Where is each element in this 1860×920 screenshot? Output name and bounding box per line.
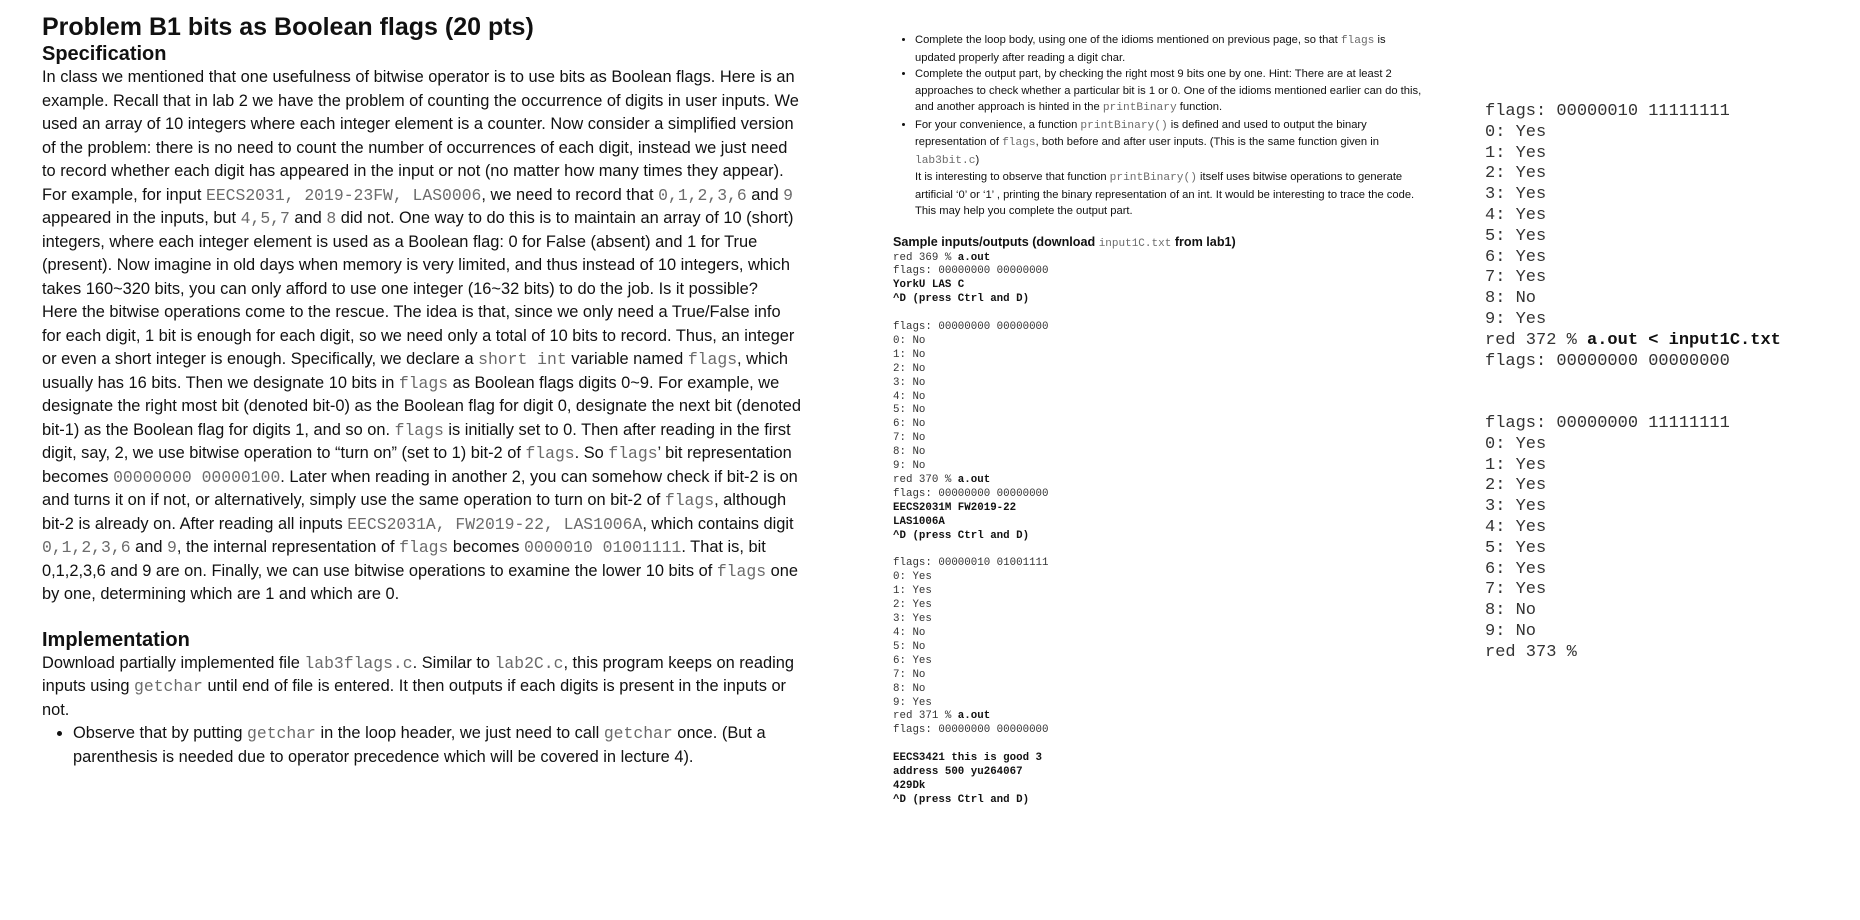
code-span: flags bbox=[664, 491, 715, 510]
terminal-line: 4: No bbox=[893, 626, 926, 639]
terminal-line: EECS3421 this is good 3 bbox=[893, 752, 1043, 765]
sample-output-continued-column bbox=[1485, 102, 1855, 664]
terminal-line: 1: Yes bbox=[893, 585, 932, 598]
instruction-bullet-printbinary bbox=[915, 117, 1428, 220]
code-span: lab2C.c bbox=[494, 653, 564, 673]
text-span: , this program keeps on reading inputs using bbox=[42, 653, 794, 695]
text-span: is updated properly after reading a digit char. bbox=[915, 34, 1386, 64]
code-span: 0000010 01001111 bbox=[523, 538, 682, 557]
terminal-line: 3: Yes bbox=[1485, 497, 1547, 517]
text-span: is defined and used to output the binary representation of bbox=[915, 118, 1367, 148]
terminal-line: 429Dk bbox=[893, 779, 926, 792]
terminal-line: address 500 yu264067 bbox=[893, 766, 1023, 779]
specification-paragraph-2 bbox=[42, 301, 802, 607]
terminal-line: 9: Yes bbox=[1485, 309, 1547, 329]
sample-terminal-output-continued bbox=[1485, 102, 1855, 664]
terminal-line: 4: Yes bbox=[1485, 517, 1547, 537]
terminal-line: 0: Yes bbox=[1485, 122, 1547, 142]
terminal-line: 4: Yes bbox=[1485, 205, 1547, 225]
code-span: flags bbox=[398, 373, 449, 393]
terminal-line: 6: No bbox=[893, 418, 926, 431]
text-span: In class we mentioned that one usefulness of bitwise operator is to use bits as Boolean flags. Here is an example. Recall that in lab 2 we have the problem of counting the occurrence of digits in user inputs. We used an array of 10 integers where each integer element is a counter. Now consider a simplified version of the problem: there is no need to count the number of occurrences of each digit, instead we just need to record whether each digit has appeared in the input or not (no matter how many times they appear). For example, for input bbox=[42, 68, 799, 204]
code-span: 9 bbox=[783, 185, 794, 205]
specification-paragraph-1 bbox=[42, 66, 802, 301]
text-span: , although bit-2 is already on. After reading all inputs bbox=[42, 491, 787, 533]
terminal-line: 3: Yes bbox=[1485, 185, 1547, 205]
instruction-bullet-list bbox=[893, 32, 1428, 220]
terminal-line: 2: No bbox=[893, 362, 926, 375]
text-span: function. bbox=[1176, 101, 1223, 113]
terminal-line: 1: Yes bbox=[1485, 455, 1547, 475]
text-span: once. (But a parenthesis is needed due to operator precedence which will be covered in lecture 4). bbox=[73, 724, 766, 766]
text-span: Here the bitwise operations come to the rescue. The idea is that, since we only need a True/False info for each digit, 1 bit is enough for each digit, so we need only a total of 10 bits to record. Thus, an integer or even a short integer is enough. Specifically, we declare a bbox=[42, 303, 795, 368]
terminal-line: 7: No bbox=[893, 668, 926, 681]
code-span: flags bbox=[687, 350, 738, 369]
terminal-line bbox=[893, 738, 1428, 752]
terminal-line: red 371 % a.out bbox=[893, 710, 991, 723]
text-span: appeared in the inputs, but bbox=[42, 209, 241, 227]
instructions-and-sample-column bbox=[893, 32, 1428, 808]
terminal-line: 6: Yes bbox=[893, 654, 932, 667]
code-span: printBinary() bbox=[1109, 172, 1197, 184]
code-span: flags bbox=[399, 538, 449, 557]
terminal-line: flags: 00000000 11111111 bbox=[1485, 413, 1730, 433]
code-span: printBinary bbox=[1102, 102, 1177, 114]
text-span: Complete the loop body, using one of the idioms mentioned on previous page, so that bbox=[915, 34, 1341, 46]
code-span: lab3bit.c bbox=[915, 154, 976, 167]
code-span: 8 bbox=[326, 209, 337, 228]
terminal-line: 5: Yes bbox=[1485, 538, 1547, 558]
terminal-line: 7: Yes bbox=[1485, 268, 1547, 288]
printbinary-note bbox=[915, 169, 1428, 220]
terminal-line: flags: 00000010 11111111 bbox=[1485, 102, 1730, 121]
terminal-line: ^D (press Ctrl and D) bbox=[893, 793, 1030, 806]
instruction-bullet-loop-body bbox=[915, 32, 1428, 66]
terminal-line: 7: No bbox=[893, 432, 926, 445]
text-span: . So bbox=[574, 444, 609, 462]
terminal-line bbox=[1485, 393, 1855, 414]
text-span: and bbox=[289, 209, 327, 227]
code-span: flags bbox=[716, 561, 767, 581]
text-span: ) bbox=[975, 153, 980, 166]
text-span: It is interesting to observe that function bbox=[915, 171, 1110, 183]
terminal-line: red 373 % bbox=[1485, 642, 1577, 662]
terminal-line: red 370 % a.out bbox=[893, 474, 991, 486]
terminal-line: 5: No bbox=[893, 640, 926, 653]
terminal-line: 2: Yes bbox=[1485, 476, 1547, 496]
code-span: 00000000 00000100 bbox=[113, 467, 281, 487]
code-span: getchar bbox=[603, 724, 673, 743]
specification-heading: Specification bbox=[42, 43, 167, 65]
terminal-line: 3: No bbox=[893, 376, 926, 389]
code-span: flags bbox=[1340, 35, 1375, 47]
code-span: EECS2031A, FW2019-22, LAS1006A bbox=[347, 514, 643, 534]
text-span: ’ bit representation becomes bbox=[42, 444, 792, 486]
terminal-line: flags: 00000000 00000000 bbox=[893, 321, 1049, 334]
terminal-line: red 372 % a.out < input1C.txt bbox=[1485, 330, 1781, 350]
code-span: 4,5,7 bbox=[240, 209, 290, 228]
text-span: Observe that by putting bbox=[73, 724, 248, 742]
text-span: until end of file is entered. It then outputs if each digits is present in the inputs or not. bbox=[42, 677, 787, 719]
instruction-bullet-output-part bbox=[915, 66, 1428, 117]
implementation-paragraph bbox=[42, 652, 802, 723]
terminal-line: 1: No bbox=[893, 348, 926, 361]
terminal-line: 7: Yes bbox=[1485, 580, 1547, 600]
terminal-line: 2: Yes bbox=[1485, 164, 1547, 184]
text-span: did not. One way to do this is to maintain an array of 10 (short) integers, where each integer element is used as a Boolean flag: 0 for False (absent) and 1 for True (present). Now imagine in old days when memory is very limited, and thus instead of 10 integers, which takes 160~320 bits, you can only afford to use one integer (16~32 bits) to do the job. Is it possible? bbox=[42, 209, 794, 298]
terminal-line: 2: Yes bbox=[893, 599, 932, 612]
terminal-line: 8: No bbox=[893, 446, 926, 459]
text-span: . That is, bit 0,1,2,3,6 and 9 are on. Finally, we can use bitwise operations to examine the lower 10 bits of bbox=[42, 538, 766, 580]
terminal-line: flags: 00000000 00000000 bbox=[1485, 351, 1730, 371]
terminal-line bbox=[1485, 372, 1855, 393]
text-span: one by one, determining which are 1 and which are 0. bbox=[42, 561, 798, 603]
text-span: and bbox=[130, 538, 167, 556]
text-span: Download partially implemented file bbox=[42, 653, 305, 672]
terminal-line: 9: Yes bbox=[893, 696, 932, 709]
terminal-line: flags: 00000000 00000000 bbox=[893, 265, 1049, 278]
terminal-line: 0: No bbox=[893, 334, 926, 347]
text-span: . Later when reading in another 2, you can somehow check if bit-2 is on and turns it on if not, or alternatively, simply use the same operation to turn on bit-2 of bbox=[42, 467, 798, 509]
code-span: printBinary() bbox=[1080, 119, 1168, 132]
code-span: flags bbox=[1002, 137, 1036, 149]
text-span: in the loop header, we just need to call bbox=[315, 724, 604, 742]
code-span: 9 bbox=[167, 538, 177, 557]
text-span: , which usually has 16 bits. Then we designate 10 bits in bbox=[42, 350, 789, 392]
sample-io-heading: Sample inputs/outputs (download input1C.txt from lab1) bbox=[893, 234, 1236, 250]
terminal-line: flags: 00000000 00000000 bbox=[893, 724, 1049, 737]
terminal-line: 1: Yes bbox=[1485, 143, 1547, 163]
text-span: For your convenience, a function bbox=[915, 118, 1081, 131]
text-span: as Boolean flags digits 0~9. For example, we designate the right most bit (denoted bit-0) as the Boolean flag for digit 0, designate the next bit (denoted bit-1) as the Boolean flag for digits 1, and so on. bbox=[42, 373, 802, 439]
terminal-line bbox=[893, 307, 1428, 321]
terminal-line: LAS1006A bbox=[893, 515, 945, 528]
text-span: . Similar to bbox=[412, 653, 495, 672]
code-span: EECS2031, 2019-23FW, LAS0006 bbox=[205, 185, 482, 205]
implementation-bullet-list bbox=[42, 722, 802, 769]
terminal-line: 0: Yes bbox=[1485, 434, 1547, 454]
text-span: , we need to record that bbox=[481, 185, 659, 204]
terminal-line: ^D (press Ctrl and D) bbox=[893, 293, 1030, 306]
terminal-line: 0: Yes bbox=[893, 571, 932, 584]
terminal-line: flags: 00000010 01001111 bbox=[893, 557, 1049, 570]
text-span: itself uses bitwise operations to generate artificial ‘0’ or ‘1’ , printing the binary representation of an int. It would be interesting to trace the code. This may help you complete the output part. bbox=[915, 171, 1415, 217]
code-span: flags bbox=[394, 420, 444, 440]
code-span: short int bbox=[478, 350, 567, 369]
code-span: getchar bbox=[134, 677, 203, 696]
terminal-line: 6: Yes bbox=[1485, 559, 1547, 579]
code-span: 0,1,2,3,6 bbox=[42, 538, 131, 557]
terminal-line: red 369 % a.out bbox=[893, 251, 991, 264]
terminal-line: 5: Yes bbox=[1485, 226, 1547, 246]
text-span: becomes bbox=[448, 538, 524, 556]
terminal-line: ^D (press Ctrl and D) bbox=[893, 529, 1030, 542]
code-span: flags bbox=[525, 444, 575, 463]
code-span: lab3flags.c bbox=[304, 653, 413, 673]
terminal-line: YorkU LAS C bbox=[893, 279, 965, 292]
terminal-line: 8: No bbox=[893, 682, 926, 695]
terminal-line: 6: Yes bbox=[1485, 247, 1547, 267]
code-span: flags bbox=[608, 444, 658, 463]
sample-terminal-output bbox=[893, 252, 1428, 808]
text-span: and bbox=[746, 185, 784, 204]
terminal-line bbox=[893, 544, 1428, 558]
implementation-bullet bbox=[73, 722, 802, 769]
terminal-line: 9: No bbox=[893, 460, 926, 473]
text-span: variable named bbox=[566, 350, 688, 368]
code-span: getchar bbox=[247, 724, 316, 743]
terminal-line: 3: Yes bbox=[893, 613, 932, 626]
problem-description-column bbox=[42, 12, 802, 769]
text-span: Complete the output part, by checking the right most 9 bits one by one. Hint: There are at least 2 approaches to check whether a particular bit is 1 or 0. One of the idioms mentioned earlier can do this, and another approach is hinted in the bbox=[915, 68, 1422, 113]
implementation-heading: Implementation bbox=[42, 628, 190, 651]
text-span: , both before and after user inputs. (This is the same function given in bbox=[1035, 136, 1379, 148]
terminal-line: flags: 00000000 00000000 bbox=[893, 487, 1049, 500]
terminal-line: 8: No bbox=[1485, 289, 1537, 309]
text-span: is initially set to 0. Then after reading in the first digit, say, 2, we use bitwise operation to “turn on” (set to 1) bit-2 of bbox=[42, 420, 791, 462]
text-span: , which contains digit bbox=[642, 514, 794, 533]
terminal-line: 5: No bbox=[893, 404, 926, 417]
code-span: 0,1,2,3,6 bbox=[658, 185, 747, 205]
sample-file-name: input1C.txt bbox=[1098, 237, 1172, 250]
terminal-line: 4: No bbox=[893, 390, 926, 403]
problem-title: Problem B1 bits as Boolean flags (20 pts) bbox=[42, 13, 534, 41]
terminal-line: 9: No bbox=[1485, 621, 1537, 641]
terminal-line: 8: No bbox=[1485, 601, 1537, 621]
terminal-line: EECS2031M FW2019-22 bbox=[893, 501, 1017, 514]
text-span: , the internal representation of bbox=[176, 538, 400, 556]
